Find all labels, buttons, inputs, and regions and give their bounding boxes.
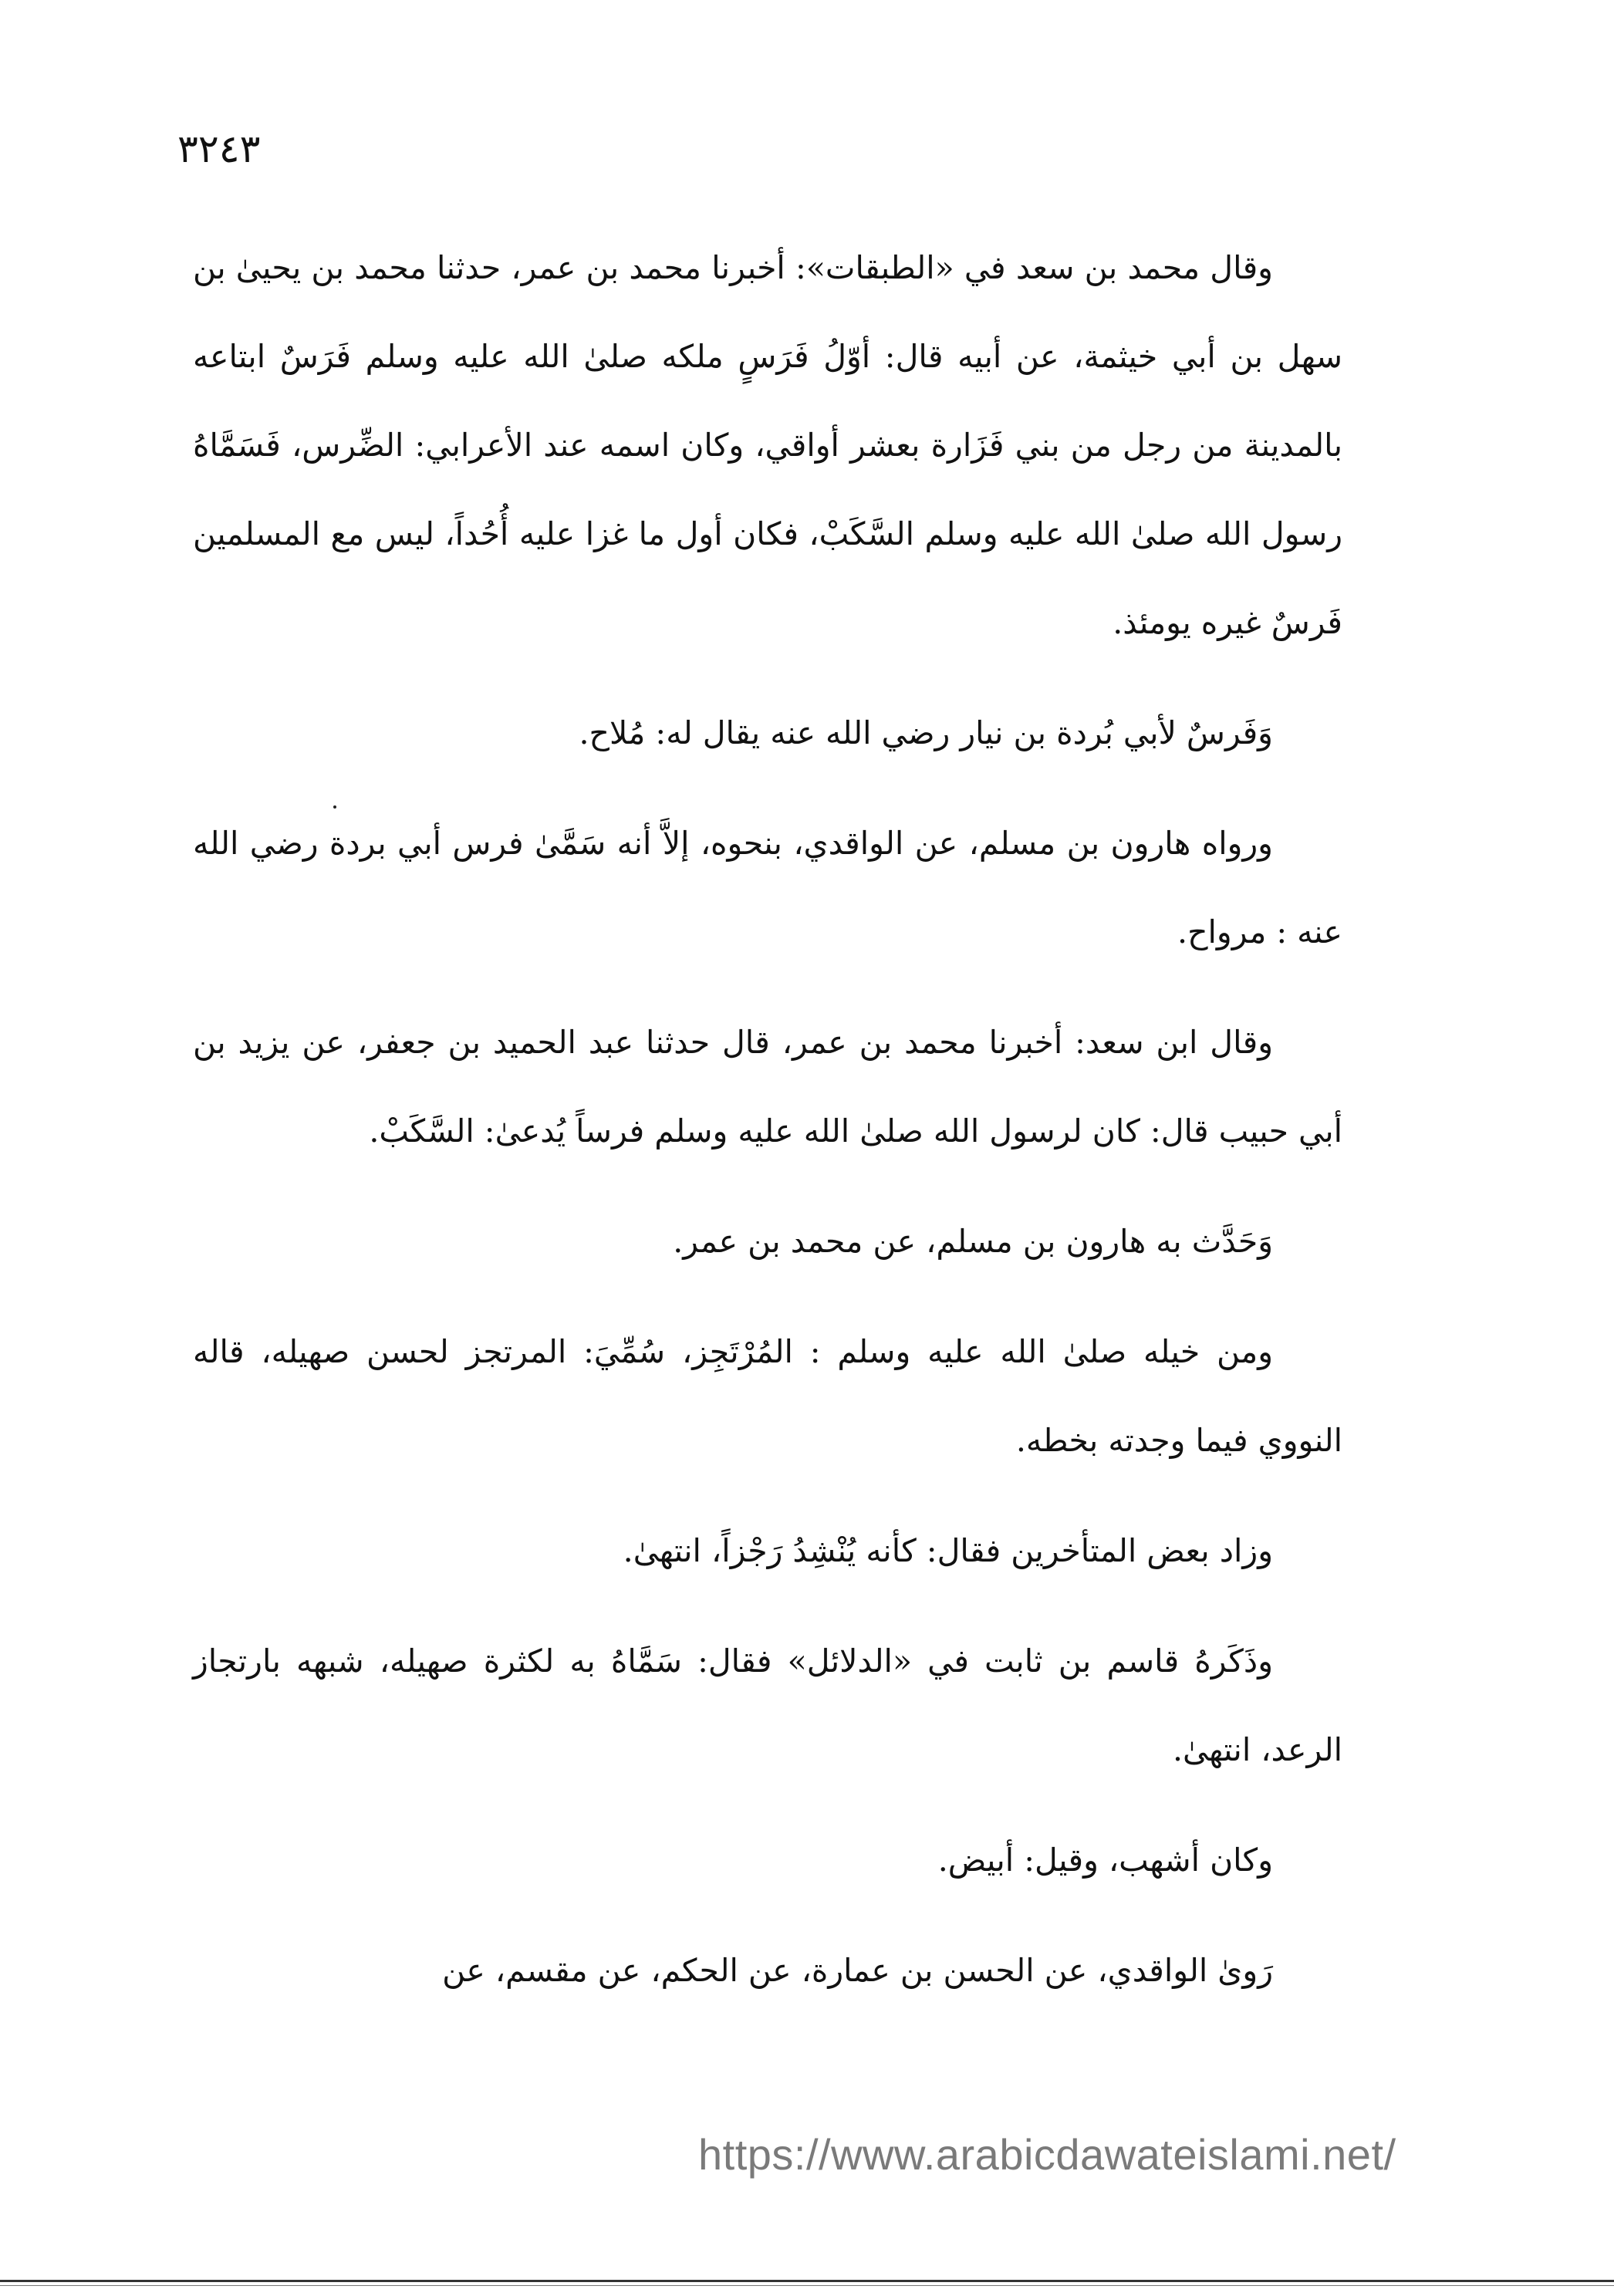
paragraph-ibn-saad-sakb: وقال ابن سعد: أخبرنا محمد بن عمر، قال حدثنا عبد الحميد بن جعفر، عن يزيد بن أبي حبيب قال: كان لرسول الله صلىٰ الله عليه وسلم فرساً يُدعىٰ: السَّكَبْ. xyxy=(193,1024,1342,1150)
source-url-watermark: https://www.arabicdawateislami.net/ xyxy=(698,2130,1396,2179)
paragraph-ibn-saad-tabaqat: وقال محمد بن سعد في «الطبقات»: أخبرنا محمد بن عمر، حدثنا محمد بن يحيىٰ بن سهل بن أبي خيثمة، عن أبيه قال: أوّلُ فَرَسٍ ملكه صلىٰ الله عليه وسلم فَرَسٌ ابتاعه بالمدينة من رجل من بني فَزَارة بعشر أواقي، وكان اسمه عند الأعرابي: الضِّرس، فَسَمَّاهُ رسول الله صلىٰ الله عليه وسلم السَّكَبْ، فكان أول ما غزا عليه أُحُداً، ليس مع المسلمين فَرسٌ غيره يومئذ. xyxy=(193,249,1342,641)
paragraph-harun-hadath: وَحَدَّث به هارون بن مسلم، عن محمد بن عمر. xyxy=(673,1223,1273,1260)
paragraph-abu-burda-horse: وَفَرسٌ لأبي بُردة بن نيار رضي الله عنه يقال له: مُلاح. xyxy=(579,714,1273,751)
paragraph-color: وكان أشهب، وقيل: أبيض. xyxy=(937,1842,1273,1879)
paragraph-waqidi-chain: رَوىٰ الواقدي، عن الحسن بن عمارة، عن الحكم، عن مقسم، عن xyxy=(442,1952,1273,1989)
body-text xyxy=(193,224,1342,2091)
paragraph-murtajiz: ومن خيله صلىٰ الله عليه وسلم : المُرْتَجِز، سُمِّيَ: المرتجز لحسن صهيله، قاله النووي فيما وجدته بخطه. xyxy=(193,1333,1342,1459)
paragraph-later-scholars: وزاد بعض المتأخرين فقال: كأنه يُنْشِدُ رَجْزاً، انتهىٰ. xyxy=(623,1532,1273,1569)
bottom-rule xyxy=(0,2280,1614,2282)
paragraph-harun-narration: ورواه هارون بن مسلم، عن الواقدي، بنحوه، إلاَّ أنه سَمَّىٰ فرس أبي بردة رضي الله عنه : مرواح. xyxy=(193,825,1342,950)
paragraph-qasim-dalail: وذَكَرهُ قاسم بن ثابت في «الدلائل» فقال: سَمَّاهُ به لكثرة صهيله، شبهه بارتجاز الرعد، انتهىٰ. xyxy=(193,1643,1342,1768)
page-number: ٣٢٤٣ xyxy=(177,127,261,171)
bottom-rule-thin xyxy=(0,2285,1614,2286)
